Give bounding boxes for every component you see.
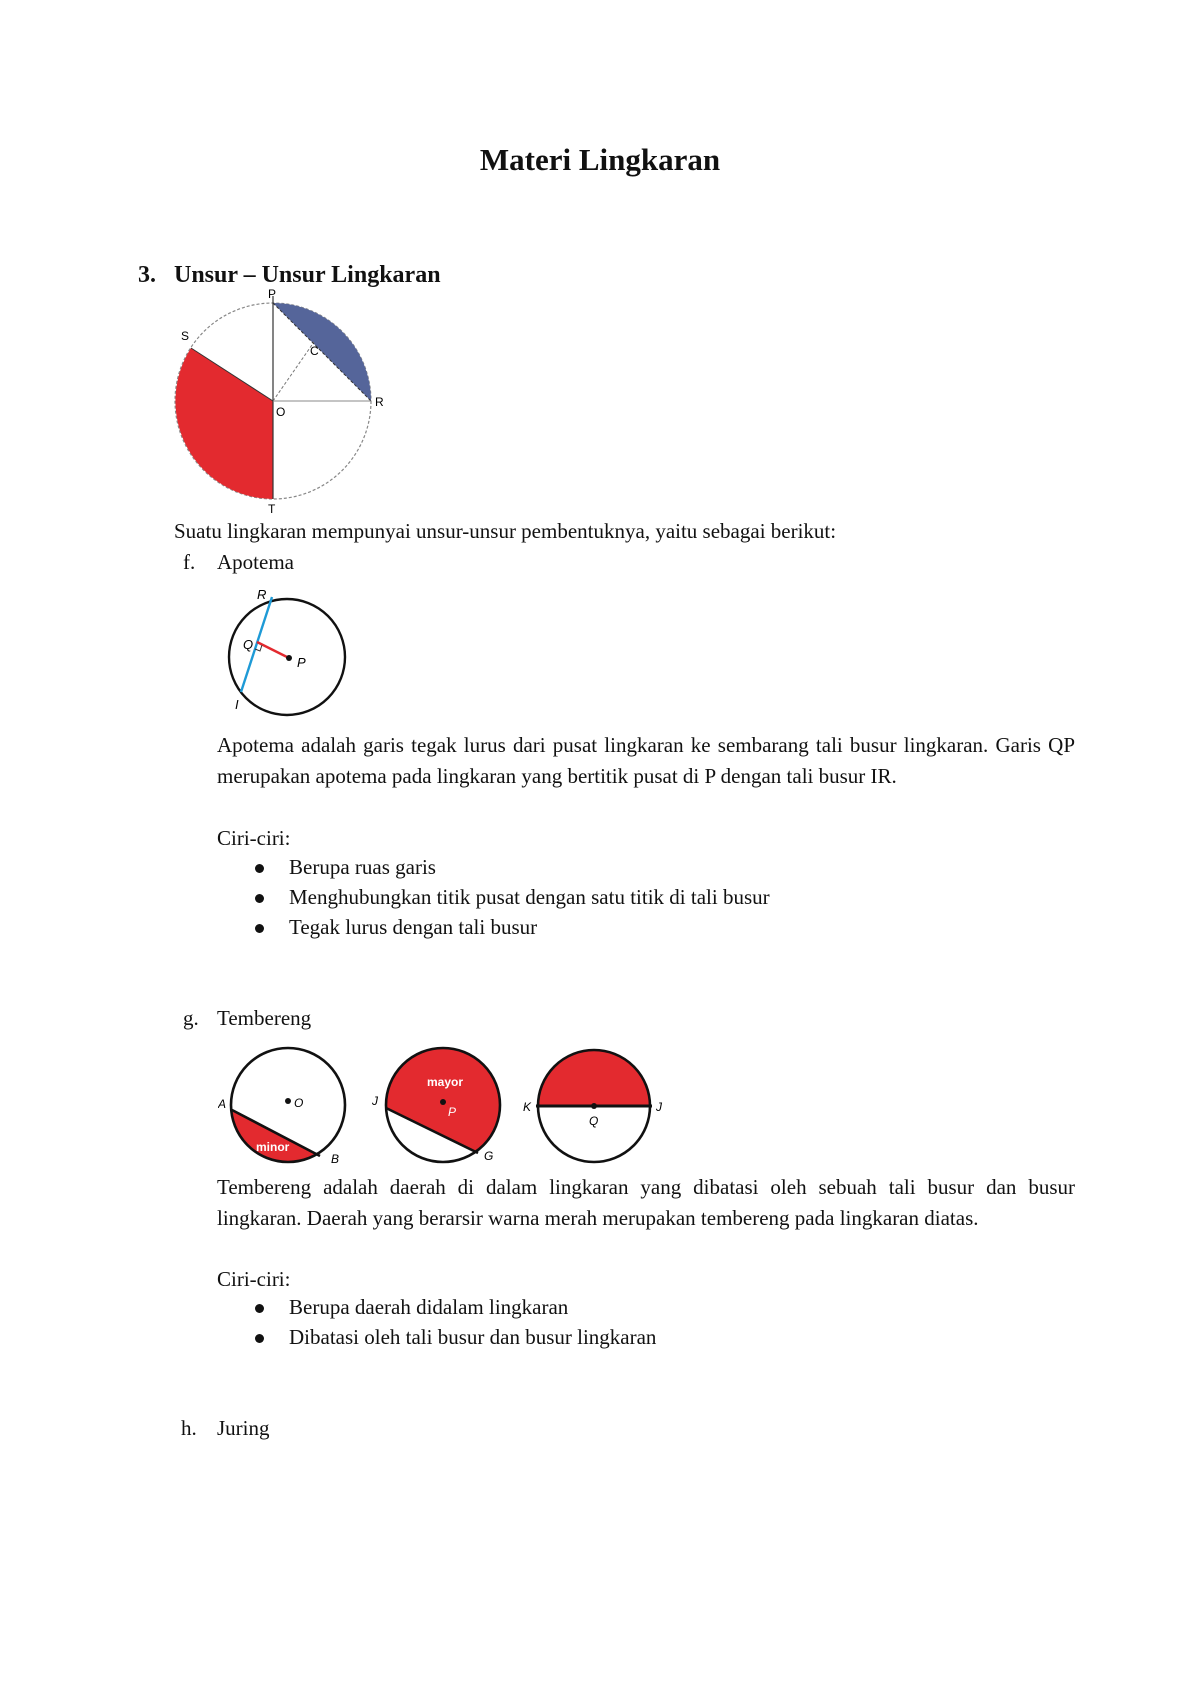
red-sector [175,348,273,499]
apotema-figure [225,585,365,723]
item-letter-g: g. [183,1006,199,1030]
radius-oc [273,342,314,401]
item-title-apotema: Apotema [217,550,294,574]
mayor-segment-circle [371,1045,518,1163]
mayor-segment-fill [378,1045,518,1153]
label-j: J [372,1094,378,1108]
label-j: J [656,1100,662,1114]
list-item: Berupa daerah didalam lingkaran [217,1292,977,1322]
tembereng-description: Tembereng adalah daerah di dalam lingkaran yang dibatasi oleh sebuah tali busur dan busur lingkaran. Daerah yang berarsir warna merah merupakan tembereng pada lingkaran diatas. [217,1175,1075,1230]
item-title-tembereng: Tembereng [217,1006,312,1030]
list-item: Menghubungkan titik pusat dengan satu titik di tali busur [217,882,977,912]
label-p: P [268,288,277,301]
page-title: Materi Lingkaran [479,142,721,177]
label-minor: minor [256,1140,290,1154]
item-letter-f: f. [183,550,196,574]
label-c: C [310,344,319,358]
half-segment-circle [523,1050,663,1162]
label-r: R [375,395,384,409]
center-q-dot [591,1103,597,1109]
label-o: O [276,405,286,419]
label-a: A [218,1097,227,1111]
apotema-qp [257,642,287,657]
section-number: 3. [138,262,156,288]
label-o: O [294,1096,304,1110]
center-p-dot [440,1099,446,1105]
apotema-description: Apotema adalah garis tegak lurus dari pusat lingkaran ke sembarang tali busur lingkaran. Garis QP merupakan apotema pada lingkaran yang bertitik pusat di P dengan tali busur IR. [217,733,1075,788]
label-i: I [235,697,239,712]
main-circle-figure [160,288,400,516]
center-o-dot [285,1098,291,1104]
list-item: Tegak lurus dengan tali busur [217,912,977,942]
label-q: Q [243,637,254,652]
label-p: P [448,1105,457,1119]
label-q: Q [589,1114,599,1128]
label-p: P [297,655,306,670]
tembereng-ciri-list [217,1292,977,1352]
tembereng-figure [218,1045,668,1175]
label-r: R [257,587,267,602]
label-s: S [181,329,190,343]
label-b: B [331,1152,340,1166]
label-k: K [523,1100,532,1114]
list-item: Dibatasi oleh tali busur dan busur lingkaran [217,1322,977,1352]
apotema-ciri-list [217,852,977,942]
tembereng-ciri-label: Ciri-ciri: [217,1267,291,1291]
label-g: G [484,1149,494,1163]
item-title-juring: Juring [217,1416,270,1440]
item-letter-h: h. [181,1416,197,1440]
half-segment-fill [538,1050,650,1106]
label-t: T [268,502,276,516]
intro-text: Suatu lingkaran mempunyai unsur-unsur pembentuknya, yaitu sebagai berikut: [174,519,837,543]
list-item: Berupa ruas garis [217,852,977,882]
label-mayor: mayor [427,1075,464,1089]
section-title: Unsur – Unsur Lingkaran [174,262,441,288]
apotema-ciri-label: Ciri-ciri: [217,826,291,850]
center-p-dot [286,655,292,661]
minor-segment-circle [218,1048,345,1175]
